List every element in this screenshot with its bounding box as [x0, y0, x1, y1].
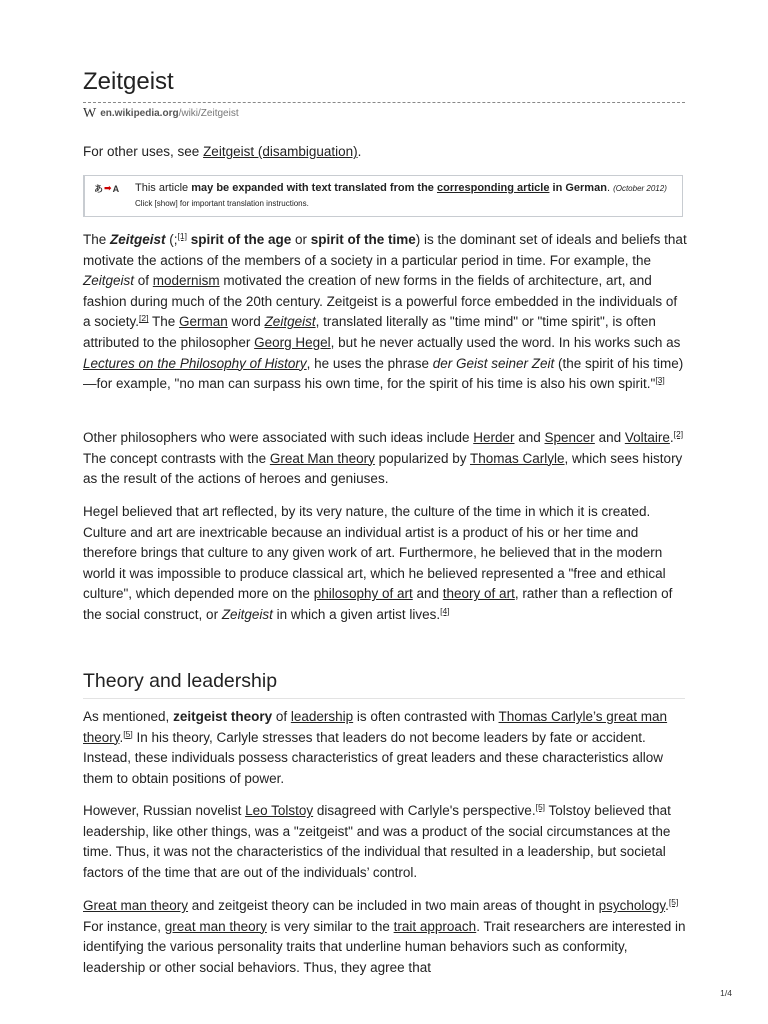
page-number: 1/4: [720, 988, 732, 998]
citation-link[interactable]: [5]: [123, 728, 133, 739]
paragraph-psychology: Great man theory and zeitgeist theory can be included in two main areas of thought in psychology.[5] For instance, great man theory is very similar to the trait approach. Trait researchers are interested in identifying the various personality traits that underline human behaviors such as conformity, leadership or other social behaviors. Thus, they agree that: [83, 897, 686, 975]
notice-text: This article may be expanded with text translated from the corresponding article in German. (October 2012) Click [show] for important translation instructions.: [135, 182, 667, 208]
herder-link[interactable]: Herder: [473, 430, 515, 445]
paragraph-intro: The Zeitgeist (;[1] spirit of the age or spirit of the time) is the dominant set of ideals and beliefs that motivate the actions of the members of a society in a particular period in time. For example, the Zeitgeist of modernism motivated the creation of new forms in the fields of architecture, art, and fashion during much of the 20th century. Zeitgeist is a powerful force embedded in the individuals of a society.[2] The German word Zeitgeist, translated literally as "time mind" or "time spirit", is often attributed to the philosopher Georg Hegel, but he never actually used the word. In his works such as Lectures on the Philosophy of History, he uses the phrase der Geist seiner Zeit (the spirit of his time)—for example, "no man can surpass his own time, for the spirit of his time is also his own spirit."[3]: [83, 231, 687, 392]
psychology-link[interactable]: psychology: [598, 898, 666, 913]
translate-icon: あ ➡ A: [94, 183, 120, 194]
source-url[interactable]: [83, 107, 239, 121]
great-man-theory-link[interactable]: Great Man theory: [269, 450, 375, 466]
zeitgeist-link[interactable]: Zeitgeist: [264, 314, 316, 330]
great-man-theory-link-2[interactable]: great man theory: [164, 918, 267, 934]
wikipedia-w-icon: W: [83, 106, 97, 121]
citation-link[interactable]: [1]: [177, 231, 187, 241]
trait-approach-link[interactable]: trait approach: [393, 918, 477, 934]
voltaire-link[interactable]: Voltaire: [624, 430, 670, 445]
translate-target-glyph: A: [112, 183, 120, 194]
citation-link[interactable]: [4]: [440, 605, 450, 616]
georg-hegel-link[interactable]: Georg Hegel: [254, 334, 331, 350]
translate-source-glyph: あ: [94, 184, 104, 194]
carlyle-great-man-link[interactable]: Thomas Carlyle’s great man theory: [83, 709, 668, 745]
thomas-carlyle-link[interactable]: Thomas Carlyle: [469, 450, 565, 466]
source-domain: en.wikipedia.org: [100, 108, 179, 119]
german-link[interactable]: German: [179, 314, 228, 330]
theory-of-art-link[interactable]: theory of art: [442, 586, 515, 602]
citation-link[interactable]: [2]: [673, 429, 684, 439]
citation-link[interactable]: [3]: [655, 375, 665, 386]
hatnote: [83, 143, 361, 161]
corresponding-article-link[interactable]: corresponding article: [436, 182, 550, 194]
translation-notice-box: [83, 175, 683, 217]
citation-link[interactable]: [5]: [668, 897, 679, 907]
great-man-theory-link[interactable]: Great man theory: [83, 898, 189, 913]
disambiguation-link[interactable]: Zeitgeist (disambiguation): [203, 144, 358, 159]
leadership-link[interactable]: leadership: [290, 709, 354, 724]
hatnote-text: For other uses, see: [83, 144, 204, 159]
paragraph-as-mentioned: As mentioned, zeitgeist theory of leadership is often contrasted with Thomas Carlyle’s great man theory.[5] In his theory, Carlyle stresses that leaders do not become leaders by fate or accident. Instead, these individuals possess characteristics of great leaders and these characteristics allow them to obtain positions of power.: [83, 709, 668, 786]
citation-link[interactable]: [5]: [535, 802, 546, 812]
leo-tolstoy-link[interactable]: Leo Tolstoy: [245, 803, 314, 818]
modernism-link[interactable]: modernism: [152, 273, 220, 289]
philosophy-of-art-link[interactable]: philosophy of art: [313, 586, 413, 602]
source-path: /wiki/Zeitgeist: [178, 108, 239, 119]
hatnote-suffix: .: [357, 144, 362, 159]
paragraph-hegel: Hegel believed that art reflected, by its very nature, the culture of the time in which it is created. Culture and art are inextricable because an individual artist is a product of his or her time and therefore brings that culture to any given work of art. Furthermore, he believed that in the modern world it was impossible to produce classical art, which he believed represented a "free and ethical culture", which depended more on the philosophy of art and theory of art, rather than a reflection of the social construct, or Zeitgeist in which a given artist lives.[4]: [83, 504, 673, 622]
spencer-link[interactable]: Spencer: [544, 430, 595, 445]
paragraph-tolstoy: However, Russian novelist Leo Tolstoy disagreed with Carlyle's perspective.[5] Tolstoy believed that leadership, like other things, was a "zeitgeist" and was a product of the social circumstances at the time. Thus, it was not the characteristics of the individual that resulted in a leadership, but societal factors of the time that are out of the individuals’ control.: [83, 802, 671, 880]
section-heading-theory-leadership: Theory and leadership: [83, 670, 278, 692]
section-divider: [83, 698, 685, 699]
title-divider: [83, 102, 685, 103]
paragraph-philosophers: Other philosophers who were associated with such ideas include Herder and Spencer and Voltaire.[2] The concept contrasts with the Great Man theory popularized by Thomas Carlyle, which sees history as the result of the actions of heroes and geniuses.: [83, 429, 684, 487]
page-title: Zeitgeist: [83, 68, 174, 95]
citation-link[interactable]: [2]: [139, 313, 149, 324]
lectures-link[interactable]: Lectures on the Philosophy of History: [83, 355, 307, 371]
